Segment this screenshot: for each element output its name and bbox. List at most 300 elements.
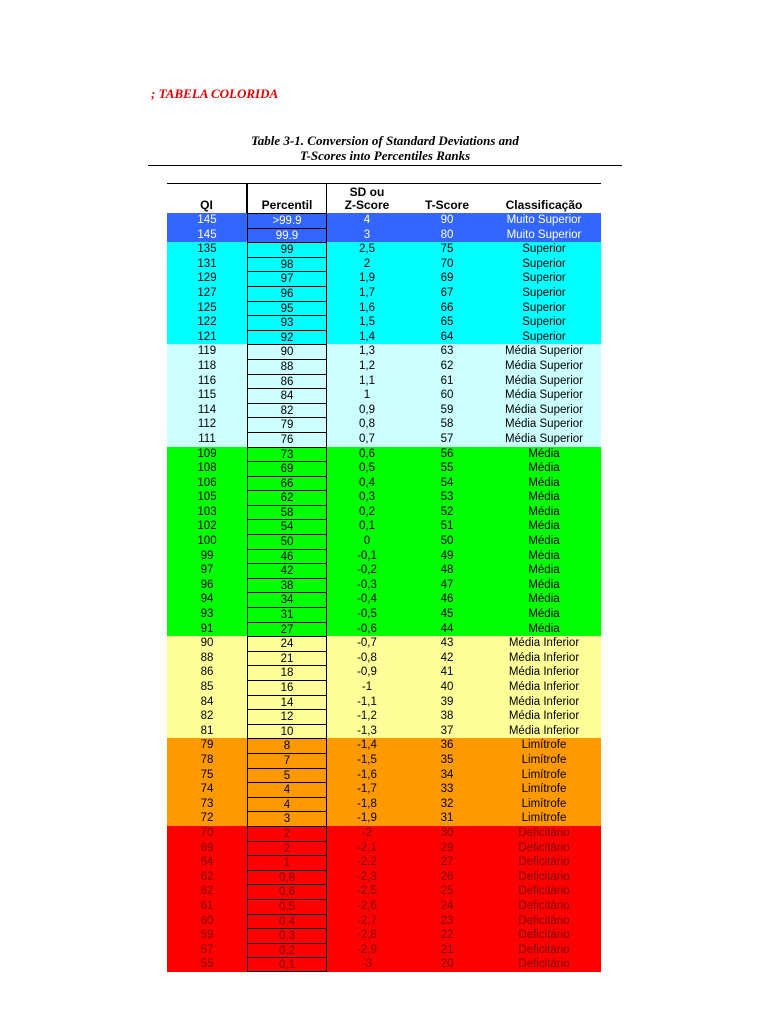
cell-percentil: 95 (247, 301, 327, 316)
cell-classificacao: Média (528, 622, 560, 635)
cell-percentil: 93 (247, 315, 327, 330)
cell-percentil: 92 (247, 330, 327, 345)
cell-sd: 2 (363, 257, 371, 270)
table-row (167, 403, 601, 418)
cell-qi: 122 (197, 316, 217, 329)
column-header-qi: QI (167, 184, 247, 213)
table-row (167, 592, 601, 607)
cell-classificacao: Média (528, 593, 560, 606)
cell-qi: 112 (197, 418, 217, 431)
cell-sd: 0,5 (359, 462, 375, 475)
cell-sd: -1 (361, 681, 373, 693)
table-row (167, 563, 601, 578)
cell-percentil: 31 (247, 607, 327, 622)
cell-percentil: 99 (247, 242, 327, 257)
cell-tscore: 32 (440, 797, 454, 810)
cell-percentil: >99.9 (247, 213, 327, 228)
cell-qi: 145 (197, 228, 217, 241)
cell-percentil: 0,1 (247, 957, 327, 972)
cell-classificacao: Superior (522, 272, 566, 285)
cell-tscore: 75 (440, 243, 454, 256)
cell-percentil: 99.9 (247, 228, 327, 243)
table-row (167, 651, 601, 666)
cell-percentil: 98 (247, 257, 327, 272)
table-row (167, 490, 601, 505)
cell-qi: 61 (200, 899, 214, 912)
cell-qi: 108 (197, 462, 217, 475)
table-row (167, 957, 601, 972)
cell-percentil: 42 (247, 563, 327, 578)
table-row (167, 374, 601, 389)
cell-percentil: 66 (247, 476, 327, 491)
table-row (167, 724, 601, 739)
cell-percentil: 34 (247, 592, 327, 607)
table-row (167, 768, 601, 783)
cell-percentil: 0,6 (247, 884, 327, 899)
table-row (167, 899, 601, 914)
cell-qi: 93 (200, 608, 214, 621)
table-caption-line: T-Scores into Percentiles Ranks (299, 148, 471, 163)
cell-percentil: 0,3 (247, 928, 327, 943)
cell-classificacao: Média Superior (505, 418, 583, 431)
cell-qi: 145 (197, 214, 217, 226)
cell-tscore: 65 (440, 316, 454, 329)
cell-qi: 69 (200, 841, 214, 854)
cell-qi: 119 (197, 345, 217, 358)
cell-tscore: 37 (440, 724, 454, 737)
cell-percentil: 0,5 (247, 899, 327, 914)
cell-percentil: 79 (247, 417, 327, 432)
table-row (167, 607, 601, 622)
cell-sd: 1,7 (359, 286, 375, 299)
cell-qi: 114 (197, 403, 217, 416)
cell-percentil: 50 (247, 534, 327, 549)
cell-classificacao: Deficitário (518, 958, 570, 971)
cell-classificacao: Média (528, 447, 560, 460)
table-row (167, 695, 601, 710)
cell-percentil: 14 (247, 695, 327, 710)
table-row (167, 753, 601, 768)
cell-classificacao: Média Inferior (508, 637, 580, 650)
cell-classificacao: Deficitário (518, 899, 570, 912)
cell-sd: -1,1 (357, 695, 377, 708)
cell-percentil: 38 (247, 578, 327, 593)
cell-classificacao: Limítrofe (521, 753, 567, 766)
cell-classificacao: Superior (522, 301, 566, 314)
cell-tscore: 63 (440, 345, 454, 358)
cell-percentil: 1 (247, 855, 327, 870)
cell-sd: -1,9 (357, 812, 377, 825)
cell-tscore: 24 (440, 899, 454, 912)
cell-tscore: 67 (440, 286, 454, 299)
cell-percentil: 84 (247, 388, 327, 403)
cell-classificacao: Limítrofe (521, 797, 567, 810)
table-row (167, 213, 601, 228)
cell-qi: 109 (197, 447, 217, 460)
cell-sd: 0,7 (359, 432, 375, 445)
cell-classificacao: Limítrofe (521, 812, 567, 825)
column-header-sd-line: SD ou (349, 185, 385, 199)
cell-sd: 1,4 (359, 330, 375, 343)
cell-sd: 1,5 (359, 316, 375, 329)
cell-sd: -2,1 (357, 841, 377, 854)
table-row (167, 330, 601, 345)
table-row (167, 622, 601, 637)
cell-qi: 111 (198, 432, 216, 445)
cell-tscore: 60 (440, 389, 454, 402)
cell-tscore: 29 (440, 841, 454, 854)
cell-sd: -2,2 (357, 856, 377, 869)
cell-tscore: 31 (440, 812, 454, 825)
cell-tscore: 40 (440, 681, 454, 693)
cell-tscore: 39 (440, 695, 454, 708)
cell-sd: -0,9 (357, 666, 377, 679)
cell-tscore: 80 (440, 228, 454, 241)
table-row (167, 344, 601, 359)
cell-sd: 0,9 (359, 403, 375, 416)
cell-tscore: 90 (440, 214, 454, 226)
cell-classificacao: Limítrofe (521, 783, 567, 796)
table-row (167, 841, 601, 856)
cell-classificacao: Média (528, 491, 560, 504)
table-row (167, 665, 601, 680)
cell-classificacao: Deficitário (518, 929, 570, 942)
cell-sd: 0,8 (359, 418, 375, 431)
cell-tscore: 51 (440, 520, 454, 533)
cell-percentil: 96 (247, 286, 327, 301)
cell-tscore: 36 (440, 739, 454, 752)
cell-classificacao: Deficitário (518, 943, 570, 956)
cell-sd: -2,7 (357, 914, 377, 927)
cell-tscore: 41 (440, 666, 454, 679)
cell-qi: 118 (197, 359, 217, 372)
table-row (167, 257, 601, 272)
cell-qi: 115 (197, 389, 217, 402)
table-row (167, 505, 601, 520)
cell-tscore: 47 (440, 578, 454, 591)
cell-classificacao: Média (528, 462, 560, 475)
cell-sd: -2,6 (357, 899, 377, 912)
cell-sd: -1,6 (357, 768, 377, 781)
table-row (167, 301, 601, 316)
cell-sd: -2,8 (357, 929, 377, 942)
cell-tscore: 53 (440, 491, 454, 504)
table-header (167, 183, 601, 213)
table-row (167, 797, 601, 812)
cell-classificacao: Média Inferior (508, 666, 580, 679)
cell-classificacao: Superior (522, 243, 566, 256)
cell-sd: 1,3 (359, 345, 375, 358)
table-row (167, 738, 601, 753)
caption-rule (148, 165, 622, 166)
cell-qi: 57 (200, 943, 214, 956)
cell-qi: 88 (200, 651, 214, 664)
cell-tscore: 45 (440, 608, 454, 621)
cell-percentil: 7 (247, 753, 327, 768)
table-row (167, 578, 601, 593)
cell-percentil: 76 (247, 432, 327, 447)
cell-qi: 84 (200, 695, 214, 708)
cell-sd: -0,3 (357, 578, 377, 591)
cell-classificacao: Média (528, 476, 560, 489)
cell-qi: 90 (200, 637, 214, 650)
table-row (167, 782, 601, 797)
cell-tscore: 56 (440, 447, 454, 460)
cell-tscore: 21 (440, 943, 454, 956)
cell-percentil: 4 (247, 797, 327, 812)
cell-tscore: 20 (440, 958, 454, 971)
cell-qi: 97 (200, 564, 214, 577)
cell-classificacao: Média Superior (505, 345, 583, 358)
cell-tscore: 38 (440, 710, 454, 723)
cell-qi: 64 (200, 856, 214, 869)
table-row (167, 359, 601, 374)
cell-percentil: 2 (247, 826, 327, 841)
cell-classificacao: Média Superior (505, 403, 583, 416)
cell-classificacao: Média Superior (505, 389, 583, 402)
cell-tscore: 59 (440, 403, 454, 416)
cell-qi: 91 (200, 622, 214, 635)
cell-tscore: 66 (440, 301, 454, 314)
table-row (167, 242, 601, 257)
cell-qi: 78 (200, 753, 214, 766)
cell-tscore: 23 (440, 914, 454, 927)
cell-sd: 0,2 (359, 505, 375, 518)
cell-percentil: 0,2 (247, 943, 327, 958)
cell-percentil: 16 (247, 680, 327, 695)
table-row (167, 315, 601, 330)
table-row (167, 432, 601, 447)
cell-tscore: 30 (440, 826, 454, 839)
cell-qi: 129 (197, 272, 217, 285)
cell-classificacao: Deficitário (518, 856, 570, 869)
table-row (167, 549, 601, 564)
cell-tscore: 42 (440, 651, 454, 664)
cell-sd: 1 (363, 389, 371, 402)
table-row (167, 680, 601, 695)
cell-percentil: 97 (247, 271, 327, 286)
cell-tscore: 26 (440, 870, 454, 883)
cell-tscore: 57 (440, 432, 454, 445)
table-row (167, 870, 601, 885)
cell-tscore: 64 (440, 330, 454, 343)
table-row (167, 228, 601, 243)
cell-qi: 86 (200, 666, 214, 679)
cell-qi: 70 (200, 826, 214, 839)
cell-tscore: 25 (440, 885, 454, 898)
table-caption (148, 133, 622, 163)
cell-qi: 135 (197, 243, 217, 256)
cell-sd: 0,4 (359, 476, 375, 489)
table-row (167, 855, 601, 870)
cell-percentil: 90 (247, 344, 327, 359)
cell-qi: 96 (200, 578, 214, 591)
cell-percentil: 73 (247, 447, 327, 462)
cell-sd: 3 (363, 228, 371, 241)
cell-classificacao: Deficitário (518, 841, 570, 854)
cell-sd: -0,4 (357, 593, 377, 606)
cell-sd: -0,8 (357, 651, 377, 664)
cell-percentil: 5 (247, 768, 327, 783)
cell-qi: 125 (197, 301, 217, 314)
cell-classificacao: Média Inferior (508, 681, 580, 693)
cell-classificacao: Média Inferior (508, 651, 580, 664)
cell-qi: 60 (200, 914, 214, 927)
cell-qi: 55 (200, 958, 214, 971)
table-row (167, 884, 601, 899)
cell-tscore: 49 (440, 549, 454, 562)
cell-qi: 82 (200, 710, 214, 723)
cell-tscore: 52 (440, 505, 454, 518)
cell-classificacao: Superior (522, 330, 566, 343)
cell-percentil: 3 (247, 811, 327, 826)
cell-qi: 99 (200, 549, 214, 562)
cell-percentil: 86 (247, 374, 327, 389)
cell-qi: 74 (200, 783, 214, 796)
cell-classificacao: Limítrofe (521, 768, 567, 781)
table-row (167, 388, 601, 403)
table-row (167, 826, 601, 841)
cell-classificacao: Limítrofe (521, 739, 567, 752)
cell-tscore: 35 (440, 753, 454, 766)
cell-percentil: 58 (247, 505, 327, 520)
cell-percentil: 4 (247, 782, 327, 797)
cell-sd: -0,2 (357, 564, 377, 577)
cell-sd: -1,2 (357, 710, 377, 723)
cell-tscore: 54 (440, 476, 454, 489)
cell-classificacao: Deficitário (518, 826, 570, 839)
table-row (167, 476, 601, 491)
column-header-sd (327, 184, 407, 213)
table-row (167, 447, 601, 462)
cell-tscore: 44 (440, 622, 454, 635)
cell-qi: 85 (200, 681, 214, 693)
cell-sd: 1,6 (359, 301, 375, 314)
cell-sd: -1,3 (357, 724, 377, 737)
cell-percentil: 21 (247, 651, 327, 666)
cell-sd: -2,5 (357, 885, 377, 898)
cell-qi: 62 (200, 885, 214, 898)
cell-sd: 2,5 (359, 243, 375, 256)
cell-qi: 121 (197, 330, 217, 343)
cell-percentil: 0,8 (247, 870, 327, 885)
cell-classificacao: Média Superior (505, 359, 583, 372)
cell-tscore: 58 (440, 418, 454, 431)
table-row (167, 286, 601, 301)
cell-classificacao: Média Superior (505, 432, 583, 445)
cell-percentil: 62 (247, 490, 327, 505)
cell-sd: 0,3 (359, 491, 375, 504)
cell-classificacao: Superior (522, 286, 566, 299)
cell-sd: -0,5 (357, 608, 377, 621)
cell-qi: 81 (200, 724, 214, 737)
cell-sd: 4 (363, 214, 371, 226)
cell-classificacao: Deficitário (518, 870, 570, 883)
cell-percentil: 10 (247, 724, 327, 739)
cell-classificacao: Muito Superior (506, 228, 582, 241)
cell-qi: 72 (200, 812, 214, 825)
cell-sd: 1,2 (359, 359, 375, 372)
cell-sd: -1,4 (357, 739, 377, 752)
table-row (167, 519, 601, 534)
cell-tscore: 43 (440, 637, 454, 650)
cell-classificacao: Deficitário (518, 914, 570, 927)
document-heading: ; TABELA COLORIDA (151, 86, 279, 101)
cell-classificacao: Superior (522, 257, 566, 270)
cell-tscore: 34 (440, 768, 454, 781)
cell-sd: 1,1 (359, 374, 375, 387)
cell-classificacao: Média Inferior (508, 710, 580, 723)
cell-sd: 0 (363, 535, 371, 548)
column-header-percentil: Percentil (247, 184, 327, 213)
cell-percentil: 8 (247, 738, 327, 753)
cell-classificacao: Deficitário (518, 885, 570, 898)
cell-sd: 0,1 (359, 520, 375, 533)
cell-qi: 131 (197, 257, 217, 270)
cell-qi: 103 (197, 505, 217, 518)
cell-percentil: 82 (247, 403, 327, 418)
cell-qi: 75 (200, 768, 214, 781)
cell-classificacao: Superior (522, 316, 566, 329)
cell-sd: -0,6 (357, 622, 377, 635)
cell-sd: -2,3 (357, 870, 377, 883)
cell-sd: -1,5 (357, 753, 377, 766)
column-header-sd-line: Z-Score (344, 198, 390, 212)
table-row (167, 461, 601, 476)
table-row (167, 271, 601, 286)
cell-sd: -2,9 (357, 943, 377, 956)
cell-percentil: 27 (247, 622, 327, 637)
cell-tscore: 27 (440, 856, 454, 869)
cell-tscore: 62 (440, 359, 454, 372)
cell-classificacao: Média (528, 564, 560, 577)
cell-sd: 0,6 (359, 447, 375, 460)
cell-percentil: 69 (247, 461, 327, 476)
cell-percentil: 18 (247, 665, 327, 680)
cell-tscore: 46 (440, 593, 454, 606)
cell-tscore: 70 (440, 257, 454, 270)
table-row (167, 943, 601, 958)
cell-classificacao: Média (528, 608, 560, 621)
cell-qi: 102 (197, 520, 217, 533)
cell-tscore: 22 (440, 929, 454, 942)
cell-sd: -1,7 (357, 783, 377, 796)
cell-qi: 116 (197, 374, 217, 387)
cell-classificacao: Média (528, 535, 560, 548)
cell-percentil: 24 (247, 636, 327, 651)
cell-qi: 62 (200, 870, 214, 883)
cell-qi: 94 (200, 593, 214, 606)
cell-qi: 79 (200, 739, 214, 752)
table-row (167, 636, 601, 651)
cell-classificacao: Média Inferior (508, 724, 580, 737)
cell-sd: 1,9 (359, 272, 375, 285)
cell-classificacao: Média Superior (505, 374, 583, 387)
table-row (167, 417, 601, 432)
cell-tscore: 55 (440, 462, 454, 475)
cell-tscore: 33 (440, 783, 454, 796)
cell-tscore: 48 (440, 564, 454, 577)
cell-sd: -0,1 (357, 549, 377, 562)
table-row (167, 811, 601, 826)
cell-qi: 100 (197, 535, 217, 548)
cell-sd: -3 (361, 958, 373, 971)
column-header-classificacao: Classificação (505, 198, 583, 212)
cell-percentil: 0,4 (247, 914, 327, 929)
table-row (167, 914, 601, 929)
cell-tscore: 50 (440, 535, 454, 548)
cell-classificacao: Média (528, 578, 560, 591)
